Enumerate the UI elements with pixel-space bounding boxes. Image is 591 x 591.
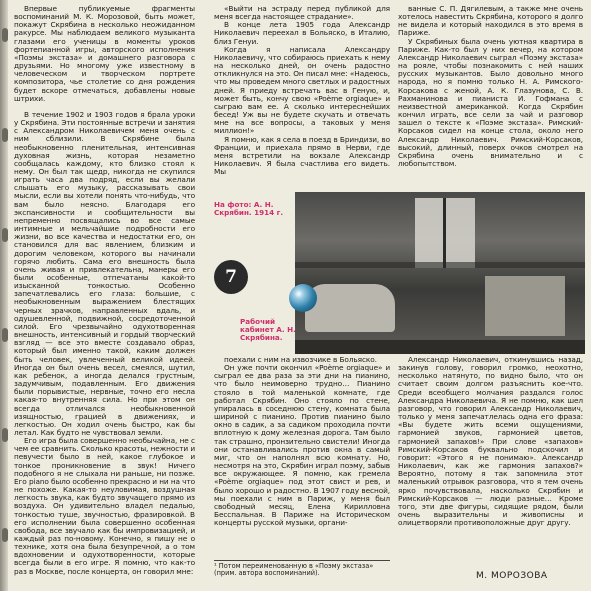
- paragraph: поехали с ним на извозчике в Больяско.: [224, 355, 377, 364]
- text-column-2-bottom: [214, 356, 390, 527]
- paragraph: Я помню, как я села в поезд в Бриндизи, во Франции, и приехала прямо в Нерви, где меня встретили на вокзале Александр Николаевич. Я была счастлива его видеть. Мы: [214, 134, 391, 177]
- photo-caption-study: Рабочий кабинет А. Н. Скрябина.: [240, 317, 296, 343]
- armchair-shape: [305, 284, 395, 332]
- paragraph: В течение 1902 и 1903 годов я брала уроки у Скрябина. Эти постоянные встречи и занятия с Александром Николаевичем меня очень с ним сблизили. В Скрябине была необыкновенно пленительная, интенсивная духовная жизнь, которая незаметно сообщалась каждому, кто близко стоял к нему. Он был так щедр, никогда не скупился играть часа два подряд, если вы желали слышать его музыку, рассказывать свои мысли, если вы хотели понять что-нибудь, что вам было неясно. Благодаря его экспансивности и сообщительности вы непременно посвящались во все самые интимные и мельчайшие подробности его жизни, во все качества и недостатки его, он становился для вас явлением, близким и дорогим человеком, которого вы начинали горячо любить. Сама его внешность была очень живая и привлекательна, манеры его были особенные, отпечатаны какой-то изысканной тонкостью. Особенно запечатлевались его глаза: большие, с необыкновенным выражением блестящих черных зрачков, направленных вдаль, и одушевленной, подвижной, сосредоточенной силой. Его чрезвычайно одухотворенная внешность, интенсивный и гордый творческий взгляд — все это вместе создавало образ, который был именно такой, каким должен быть человек, увлеченный великой идеей. Иногда он был очень весел, смеялся, шутил, как ребенок, а иногда делался грустным, задумчивым, подавленным. Его движения были порывистые, нервные, точно его несла какая-то внутренняя сила. Но при этом он всегда отличался необыкновенной изящностью, грацией в движениях, и легкостью. Он ходил очень быстро, как бы летал. Как будто не чувствовал земли.: [14, 109, 195, 437]
- photo-caption-portrait: На фото: А. Н. Скрябин. 1914 г.: [214, 200, 284, 218]
- binding-hole: [2, 28, 8, 42]
- window-frame: [443, 198, 446, 268]
- study-room-photo: [295, 192, 585, 354]
- text-column-2-top: [214, 5, 390, 176]
- paragraph: Александр Николаевич, откинувшись назад, закинув голову, говорил громко, неохотно, несколько натянуто, по видно было, что он считает своим долгом разъяснить кое-что. Среди всеобщего молчания раздался голос Александра Николаевича. Я не помню, как шел разговор, что говорил Александр Николаевич, только у меня запечатлелась одна его фраза: «Вы будете жить всеми ощущениями, гармонией звуков, гармонией цветов, гармонией запахов!» При слове «запахов» Римский-Корсаков буквально подскочил и говорит: «Этого я не понимаю». Александр Николаевич, как же гармония запахов?» Вероятно, потому я так запомнила этот маленький отрывок разговора, что я тем очень ярко почувствовала, насколько Скрябин и Римский-Корсаков — люди разные… Кроме того, эти две фигуры, сидящие рядом, были очень выразительны и живописны и олицетворяли противоположные друг другу.: [398, 355, 583, 528]
- paragraph: «Выйти на эстраду перед публикой для меня всегда настоящее страдание».: [214, 4, 390, 22]
- binding-hole: [2, 128, 8, 142]
- paragraph: У Скрябиных была очень уютная квартира в Париже. Как-то был у них вечер, на котором Александр Николаевич сыграл «Поэму экстаза» на рояле, чтобы познакомить с ней наших русских музыкантов. Было довольно много народа, но я помню только Н. А. Римского-Корсакова с женой, А. К. Глазунова, С. В. Рахманинова и пианиста И. Гофмана с неизвестной американкой. Когда Скрябин кончил играть, все сели за чай и разговор зашел о тексте к «Поэме экстаза». Римский-Корсаков сидел на конце стола, около него Александр Николаевич. Римский-Корсаков, высокий, длинный, поверх очков смотрел на Скрябина очень внимательно и с любопытством.: [398, 36, 583, 168]
- text-column-3-top: [398, 5, 583, 168]
- globe-ornament: [289, 284, 317, 312]
- paragraph: Он уже почти окончил «Poème orgiaque» и сыграл ее два раза за эти дни на пианино, что было неимоверно трудно… Пианино стояло в той маленькой комнате, где работал Скрябин. Оно стояло по стене, упиралась в соседнюю стену, комната была шириной с пианино. Против пианино было окно в садик, а за садиком проходила почти вплотную к дому железная дорога. Там было так страшно, пронзительно свистели! Иногда они останавливались против окна в самый миг, что он наполнял всю комнату. Но, несмотря на это, Скрябин играл поэму, забыв все окружающее. Я помню, как гремела «Poème orgiaque» под этот свист и рев, и было хорошо и радостно. В 1907 году весной, мы поехали с ним в Париж, у меня был свободный месяц, Елена Кирилловна Бесспальная. В Париже на Историческом концерты русской музыки, органи-: [214, 363, 390, 528]
- text-column-1: [14, 5, 195, 576]
- text-column-3-bottom: [398, 356, 583, 527]
- binding-hole: [2, 328, 8, 342]
- paragraph: Его игра была совершенно необычайна, не с чем ее сравнить. Сколько красоты, нежности и певучести было в ней, какое глубокое и тонкое проникновение в звук! Ничего подобного я не слыхала ни раньше, ни позже. Его piano было особенно прекрасно и ни на что не похоже. Какая-то неуловимая, воздушная легкость звука, как будто звучащего прямо из воздуха. Он удивительно владел педалью, тонкостью туше, звучностью, фразировкой. В его исполнении была совершенно особенная свобода, все звучало как бы импровизацией, и каждый раз по-новому. Конечно, я пишу не о технике, хотя она была безупречной, а о том вдохновении и одухотворенности, которые всегда были в его игре. Я помню, что как-то раз в Москве, после концерта, он говорил мне:: [14, 436, 195, 576]
- author-signature: М. МОРОЗОВА: [476, 571, 548, 581]
- binding-hole: [2, 228, 8, 242]
- page-number-badge: 7: [214, 260, 248, 294]
- paragraph: В конце лета 1905 года Александр Николаевич переехал в Больяско, в Италию, близ Генуи.: [214, 20, 390, 46]
- paragraph: Когда я написала Александру Николаевичу, что собираюсь приехать к нему на несколько дней, он очень радостно откликнулся на это. Он писал мне: «Надеюсь, что мы проведем много светлых и радостных дней. Я приеду встречать вас в Геную, и, может быть, кончу свою «Poème orgiaque» и сыграю вам ее. А сколько интереснейших бесед! Уж вы не будете скучать и отвечать мне на все вопросы, а таковых у меня миллион!»: [214, 44, 390, 136]
- binding-hole: [2, 428, 8, 442]
- desk-shape: [485, 276, 565, 336]
- spiral-binding: [0, 0, 8, 591]
- shelf-line: [295, 262, 585, 268]
- paragraph: ванные С. П. Дягилевым, а также мне очень хотелось навестить Скрябина, которого я долго не видела и который находился в это время в Париже.: [398, 4, 583, 38]
- intro-paragraph: Впервые публикуемые фрагменты воспоминаний М. К. Морозовой, быть может, покажут Скрябина в несколько неожиданном ракурсе. Мы наблюдаем великого музыканта глазами его ученицы в моменты уроков фортепианной игры, авторского исполнения «Поэмы экстаза» и домашнего разговора с друзьями. Но многому уже известному в человеческом и творческом портрете композитора, чье столетие со дня рождения будет вскоре отмечаться, добавлены новые штрихи.: [14, 4, 195, 103]
- floor-shadow: [295, 340, 585, 354]
- binding-hole: [2, 528, 8, 542]
- footnote: ¹ Потом переименованную в «Поэму экстаза» (прим. автора воспоминаний).: [214, 560, 390, 578]
